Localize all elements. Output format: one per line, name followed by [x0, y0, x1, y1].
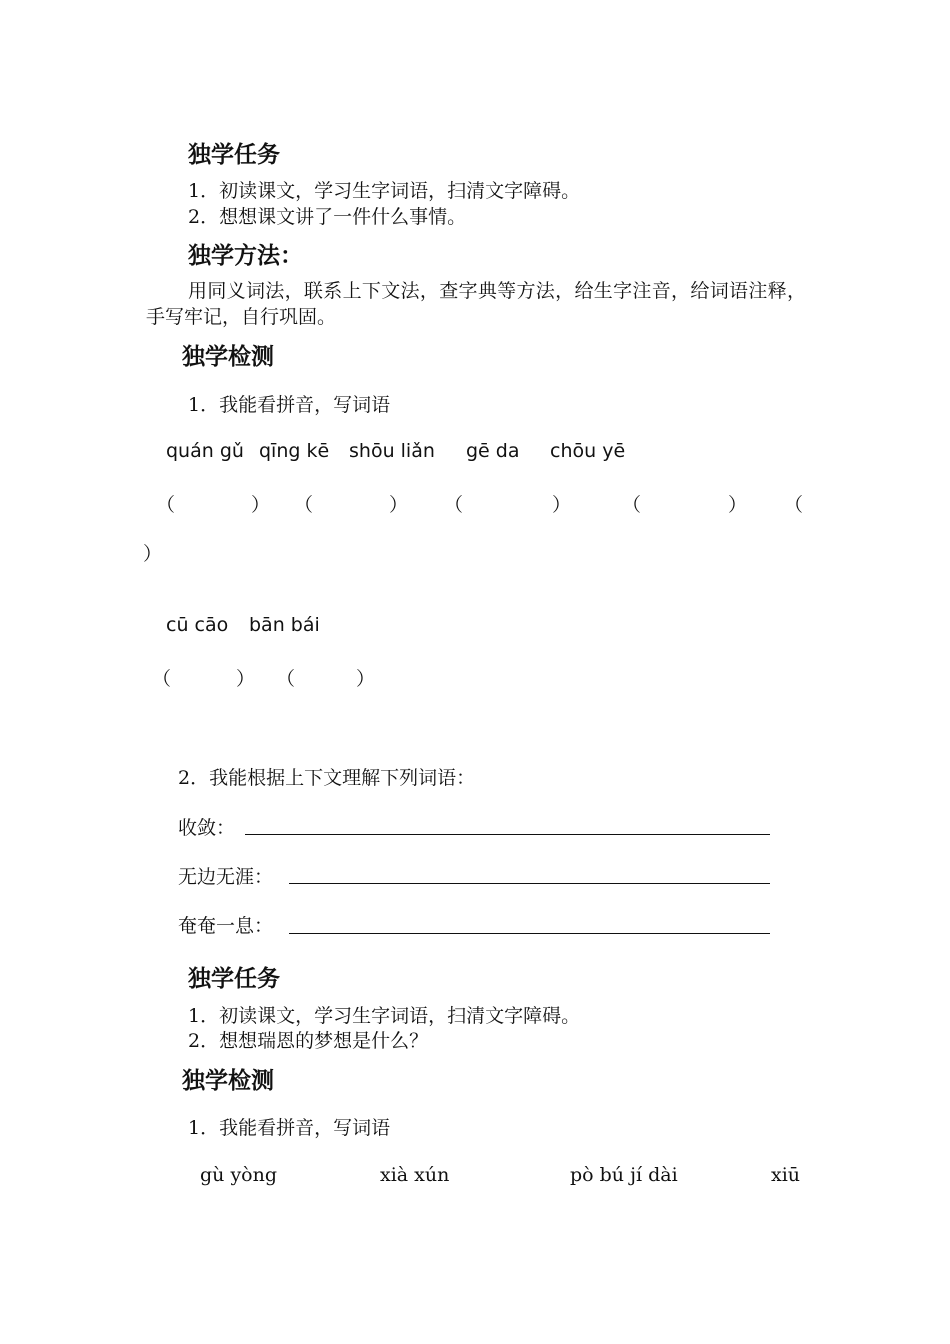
answer-paren-open: （ [276, 668, 296, 690]
answer-line[interactable] [245, 834, 770, 835]
method-text: 用同义词法，联系上下文法，查字典等方法，给生字注音，给词语注释，手写牢记，自行巩固。 [146, 280, 806, 328]
question-1-1: 1．我能看拼音，写词语 [188, 394, 391, 416]
pinyin-item: chōu yē [550, 440, 626, 462]
task-item-2-2: 2．想想瑞恩的梦想是什么？ [188, 1030, 429, 1052]
pinyin-item: quán gǔ [166, 440, 244, 462]
pinyin-item: shōu liǎn [349, 440, 435, 462]
answer-paren-close: ） [356, 668, 376, 690]
pinyin-item: gù yòng [200, 1164, 278, 1186]
pinyin-item: bān bái [249, 614, 320, 636]
answer-line[interactable] [289, 933, 770, 934]
answer-paren-open: （ [444, 494, 464, 516]
question-1-2: 2．我能根据上下文理解下列词语： [178, 767, 476, 789]
term-label: 收敛： [178, 817, 236, 839]
pinyin-item: xià xún [380, 1164, 450, 1186]
answer-paren-open: （ [784, 494, 804, 516]
test-heading-1: 独学检测 [182, 344, 274, 370]
answer-paren-close: ） [251, 494, 271, 516]
pinyin-item: qīng kē [259, 440, 330, 462]
question-2-1: 1．我能看拼音，写词语 [188, 1117, 391, 1139]
task-item-2-1: 1．初读课文，学习生字词语，扫清文字障碍。 [188, 1005, 581, 1027]
term-label: 无边无涯： [178, 866, 274, 888]
method-heading: 独学方法： [188, 243, 303, 269]
answer-paren-open: （ [152, 668, 172, 690]
answer-paren-close: ） [236, 668, 256, 690]
task-heading-1: 独学任务 [188, 142, 280, 168]
test-heading-2: 独学检测 [182, 1068, 274, 1094]
answer-paren-close: ） [143, 543, 163, 565]
answer-paren-close: ） [552, 494, 572, 516]
pinyin-item: pò bú jí dài [570, 1164, 678, 1186]
pinyin-item: gē da [466, 440, 520, 462]
task-item-1-1: 1．初读课文，学习生字词语，扫清文字障碍。 [188, 180, 581, 202]
answer-paren-close: ） [728, 494, 748, 516]
pinyin-item: cū cāo [166, 614, 229, 636]
answer-paren-open: （ [294, 494, 314, 516]
answer-line[interactable] [289, 883, 770, 884]
task-item-1-2: 2．想想课文讲了一件什么事情。 [188, 206, 467, 228]
term-label: 奄奄一息： [178, 915, 274, 937]
pinyin-item: xiū [771, 1164, 801, 1186]
answer-paren-close: ） [389, 494, 409, 516]
answer-paren-open: （ [156, 494, 176, 516]
task-heading-2: 独学任务 [188, 966, 280, 992]
answer-paren-open: （ [622, 494, 642, 516]
